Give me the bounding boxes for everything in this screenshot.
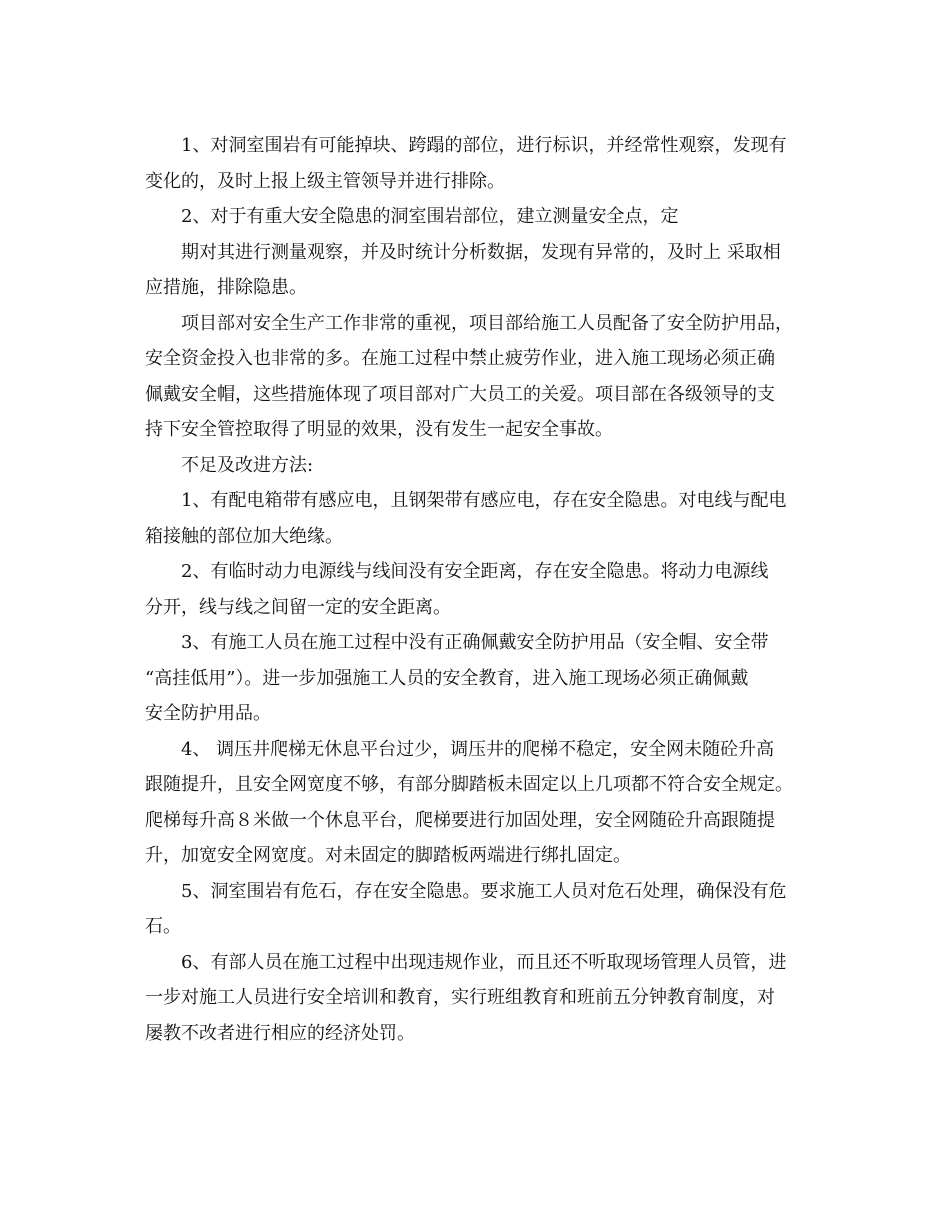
- text-line: 1、有配电箱带有感应电，且钢架带有感应电，存在安全隐患。对电线与配电: [181, 490, 787, 511]
- text-line: 6、有部人员在施工过程中出现违规作业，而且还不听取现场管理人员管，进: [181, 951, 787, 973]
- text-line: 安全防护用品。: [145, 703, 271, 724]
- text-line: 跟随提升，且安全网宽度不够，有部分脚踏板未固定以上几项都不符合安全规定。: [145, 774, 793, 795]
- text-line: “高挂低用”）。进一步加强施工人员的安全教育，进入施工现场必须正确佩戴: [145, 667, 749, 689]
- text-line: 3、有施工人员在施工过程中没有正确佩戴安全防护用品（安全帽、安全带: [181, 632, 769, 653]
- text-line: 升，加宽安全网宽度。对未固定的脚踏板两端进行绑扎固定。: [145, 845, 631, 866]
- text-line: 屡教不改者进行相应的经济处罚。: [145, 1022, 415, 1044]
- text-line: 4、 调压井爬梯无休息平台过少，调压井的爬梯不稳定，安全网未随砼升高: [181, 738, 775, 760]
- text-line: 5、洞室围岩有危石，存在安全隐患。要求施工人员对危石处理，确保没有危: [181, 880, 787, 902]
- text-line: 期对其进行测量观察，并及时统计分析数据，发现有异常的，及时上 采取相: [181, 241, 781, 263]
- text-line: 石。: [145, 916, 181, 937]
- text-line: 1、对洞室围岩有可能掉块、跨蹋的部位，进行标识，并经常性观察，发现有: [181, 135, 787, 156]
- text-line: 变化的，及时上报上级主管领导并进行排除。: [145, 170, 505, 192]
- text-line: 爬梯每升高８米做一个休息平台，爬梯要进行加固处理，安全网随砼升高跟随提: [145, 809, 775, 831]
- text-line: 项目部对安全生产工作非常的重视，项目部给施工人员配备了安全防护用品，: [181, 312, 793, 334]
- text-line: 佩戴安全帽，这些措施体现了项目部对广大员工的关爱。项目部在各级领导的支: [145, 383, 775, 405]
- text-line: 持下安全管控取得了明显的效果，没有发生一起安全事故。: [145, 419, 613, 440]
- text-line: 一步对施工人员进行安全培训和教育，实行班组教育和班前五分钟教育制度，对: [145, 987, 775, 1008]
- document-body: [145, 128, 815, 1051]
- section-heading: 不足及改进方法:: [181, 454, 314, 476]
- text-line: 箱接触的部位加大绝缘。: [145, 525, 343, 547]
- text-line: 2、有临时动力电源线与线间没有安全距离，存在安全隐患。将动力电源线: [181, 561, 769, 582]
- text-line: 安全资金投入也非常的多。在施工过程中禁止疲劳作业，进入施工现场必须正确: [145, 348, 775, 369]
- text-line: 应措施，排除隐患。: [145, 277, 307, 298]
- text-line: 2、对于有重大安全隐患的洞室围岩部位，建立测量安全点，定: [181, 206, 679, 227]
- text-line: 分开，线与线之间留一定的安全距离。: [145, 596, 451, 618]
